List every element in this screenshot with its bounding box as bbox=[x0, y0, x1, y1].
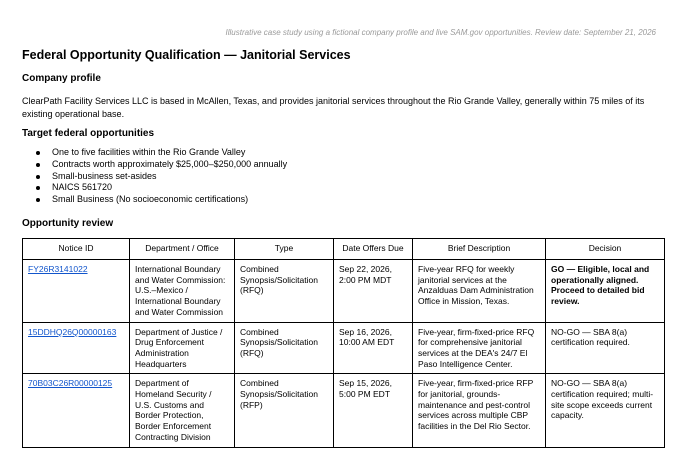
notice-id-cell bbox=[23, 374, 130, 447]
notice-id-link[interactable]: FY26R3141022 bbox=[28, 264, 88, 274]
due-date-cell: Sep 16, 2026, 10:00 AM EDT bbox=[334, 322, 413, 374]
notice-id-link[interactable]: 15DDHQ26Q00000163 bbox=[28, 326, 117, 337]
company-profile-text: ClearPath Facility Services LLC is based in McAllen, Texas, and provides janitorial services throughout the Rio Grande Valley, generally within 75 miles of its existing operational base. bbox=[22, 96, 645, 119]
table-row bbox=[23, 322, 665, 374]
page-title: Federal Opportunity Qualification — Janitorial Services bbox=[22, 48, 351, 62]
description-cell: Five-year, firm-fixed-price RFP for janitorial, grounds-maintenance and pest-control services across multiple CBP facilities in the Del Rio Sector. bbox=[413, 374, 546, 447]
type-cell: Combined Synopsis/Solicitation (RFQ) bbox=[235, 322, 334, 374]
department-cell: International Boundary and Water Commission: U.S.–Mexico / International Boundary and Water Commission bbox=[130, 260, 235, 323]
notice-id-link[interactable]: 70B03C26R00000125 bbox=[28, 378, 113, 389]
list-item: Contracts worth approximately $25,000–$250,000 annually bbox=[36, 159, 287, 171]
list-item: Small Business (No socioeconomic certifications) bbox=[36, 194, 287, 206]
disclaimer-note: Illustrative case study using a fictional company profile and live SAM.gov opportunities. Review date: September 21, 2026 bbox=[225, 28, 656, 37]
column-header-decision: Decision bbox=[546, 239, 665, 260]
opportunity-review-heading: Opportunity review bbox=[22, 218, 114, 229]
due-date-cell: Sep 15, 2026, 5:00 PM EDT bbox=[334, 374, 413, 447]
notice-id-cell bbox=[23, 322, 130, 374]
opportunity-table bbox=[22, 238, 665, 448]
department-cell: Department of Justice / Drug Enforcement Administration Headquarters bbox=[130, 322, 235, 374]
list-item: NAICS 561720 bbox=[36, 182, 287, 194]
description-cell: Five-year RFQ for weekly janitorial services at the Anzalduas Dam Administration Office in Mission, Texas. bbox=[413, 260, 546, 323]
table-row bbox=[23, 260, 665, 323]
column-header-type: Type bbox=[235, 239, 334, 260]
decision-cell: GO — Eligible, local and operationally aligned. Proceed to detailed bid review. bbox=[546, 260, 665, 323]
column-header-department: Department / Office bbox=[130, 239, 235, 260]
list-item: Small-business set-asides bbox=[36, 171, 287, 183]
description-cell: Five-year, firm-fixed-price RFQ for comprehensive janitorial services at the DEA's 24/7 El Paso Intelligence Center. bbox=[413, 322, 546, 374]
list-item: One to five facilities within the Rio Grande Valley bbox=[36, 147, 287, 159]
column-header-description: Brief Description bbox=[413, 239, 546, 260]
table-row bbox=[23, 374, 665, 447]
company-profile-heading: Company profile bbox=[22, 73, 101, 84]
type-cell: Combined Synopsis/Solicitation (RFP) bbox=[235, 374, 334, 447]
column-header-notice-id: Notice ID bbox=[23, 239, 130, 260]
table-header-row bbox=[23, 239, 665, 260]
type-cell: Combined Synopsis/Solicitation (RFQ) bbox=[235, 260, 334, 323]
notice-id-cell bbox=[23, 260, 130, 323]
due-date-cell: Sep 22, 2026, 2:00 PM MDT bbox=[334, 260, 413, 323]
department-cell: Department of Homeland Security / U.S. Customs and Border Protection, Border Enforcement Contracting Division bbox=[130, 374, 235, 447]
column-header-due-date: Date Offers Due bbox=[334, 239, 413, 260]
targets-heading: Target federal opportunities bbox=[22, 128, 155, 139]
targets-list bbox=[22, 147, 287, 206]
decision-cell: NO-GO — SBA 8(a) certification required. bbox=[546, 322, 665, 374]
decision-cell: NO-GO — SBA 8(a) certification required; multi-site scope exceeds current capacity. bbox=[546, 374, 665, 447]
